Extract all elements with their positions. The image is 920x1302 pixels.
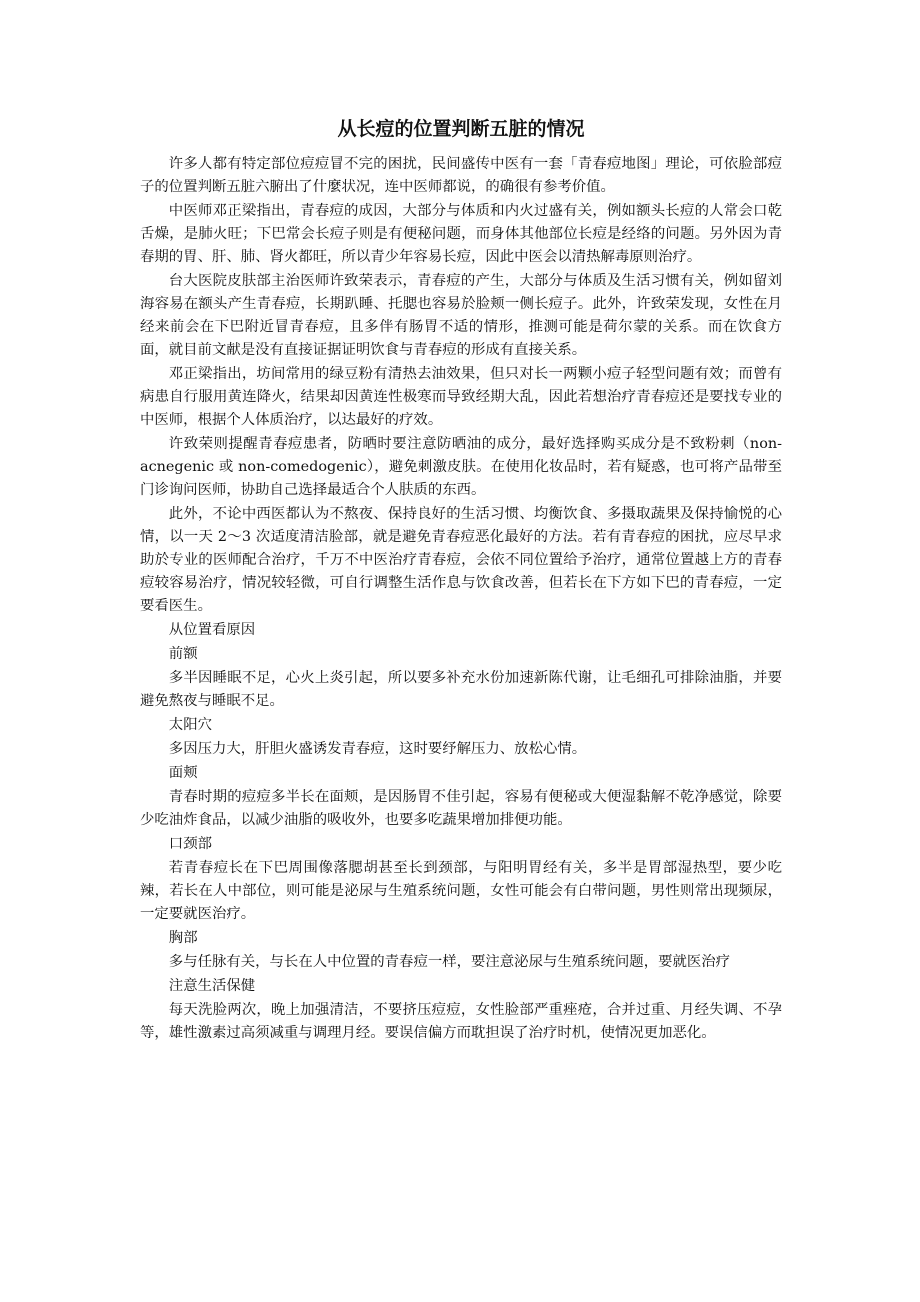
- paragraph: 邓正梁指出，坊间常用的绿豆粉有清热去油效果，但只对长一两颗小痘子轻型问题有效；而曾有病患自行服用黄连降火，结果却因黄连性极寒而导致经期大乱，因此若想治疗青春痘还是要找专业的中医师，根据个人体质治疗，以达最好的疗效。: [140, 366, 782, 428]
- subsection-text: 若青春痘长在下巴周围像落腮胡甚至长到颈部，与阳明胃经有关，多半是胃部湿热型，要少吃辣，若长在人中部位，则可能是泌尿与生殖系统问题，女性可能会有白带问题，男性则常出现频尿，一定要就医治疗。: [140, 860, 782, 922]
- paragraph: 许致荣则提醒青春痘患者，防晒时要注意防晒油的成分，最好选择购买成分是不致粉刺（non-acnegenic 或 non-comedogenic），避免刺激皮肤。在使用化妆品时，若有疑惑，也可将产品带至门诊询问医师，协助自己选择最适合个人肤质的东西。: [140, 436, 782, 498]
- subsection-heading: 面颊: [168, 765, 198, 781]
- subsection-heading: 太阳穴: [168, 717, 212, 733]
- subsection-heading: 胸部: [168, 930, 198, 946]
- paragraph: 中医师邓正梁指出，青春痘的成因，大部分与体质和内火过盛有关，例如额头长痘的人常会口乾舌燥，是肺火旺；下巴常会长痘子则是有便秘问题，而身体其他部位长痘是经络的问题。另外因为青春期的胃、肝、肺、肾火都旺，所以青少年容易长痘，因此中医会以清热解毒原则治疗。: [140, 203, 782, 265]
- paragraph: 台大医院皮肤部主治医师许致荣表示，青春痘的产生，大部分与体质及生活习惯有关，例如留刘海容易在额头产生青春痘，长期趴睡、托腮也容易於脸颊一侧长痘子。此外，许致荣发现，女性在月经来前会在下巴附近冒青春痘，且多伴有肠胃不适的情形，推测可能是荷尔蒙的关系。而在饮食方面，就目前文献是没有直接证据证明饮食与青春痘的形成有直接关系。: [140, 273, 782, 358]
- subsection-heading: 注意生活保健: [168, 978, 256, 994]
- subsection-text: 多与任脉有关，与长在人中位置的青春痘一样，要注意泌尿与生殖系统问题，要就医治疗: [168, 954, 731, 970]
- paragraph: 此外，不论中西医都认为不熬夜、保持良好的生活习惯、均衡饮食、多摄取蔬果及保持愉悦的心情，以一天 2～3 次适度清洁脸部，就是避免青春痘恶化最好的方法。若有青春痘的困扰，应尽早求助於专业的医师配合治疗，千万不中医治疗青春痘，会依不同位置给予治疗，通常位置越上方的青春痘较容易治疗，情况较轻微，可自行调整生活作息与饮食改善，但若长在下方如下巴的青春痘，一定要看医生。: [140, 506, 782, 614]
- subsection-text: 每天洗脸两次，晚上加强清洁，不要挤压痘痘，女性脸部严重痤疮，合并过重、月经失调、不孕等，雄性激素过高须减重与调理月经。要误信偏方而耽担误了治疗时机，使情况更加恶化。: [140, 1002, 782, 1041]
- subsection-heading: 前额: [168, 646, 198, 662]
- page-title: 从长痘的位置判断五脏的情况: [337, 118, 585, 140]
- document-page: [140, 116, 782, 1046]
- subsection-text: 多半因睡眠不足，心火上炎引起，所以要多补充水份加速新陈代谢，让毛细孔可排除油脂，并要避免熬夜与睡眠不足。: [140, 670, 782, 709]
- subsection-text: 多因压力大，肝胆火盛诱发青春痘，这时要纾解压力、放松心情。: [168, 741, 587, 757]
- paragraph: 许多人都有特定部位痘痘冒不完的困扰，民间盛传中医有一套「青春痘地图」理论，可依脸部痘子的位置判断五脏六腑出了什麼状况，连中医师都说，的确很有参考价值。: [140, 156, 782, 195]
- section-heading: 从位置看原因: [168, 622, 256, 638]
- subsection-heading: 口颈部: [168, 836, 212, 852]
- subsection-text: 青春时期的痘痘多半长在面颊，是因肠胃不佳引起，容易有便秘或大便湿黏解不乾净感觉，除要少吃油炸食品，以减少油脂的吸收外，也要多吃蔬果增加排便功能。: [140, 789, 782, 828]
